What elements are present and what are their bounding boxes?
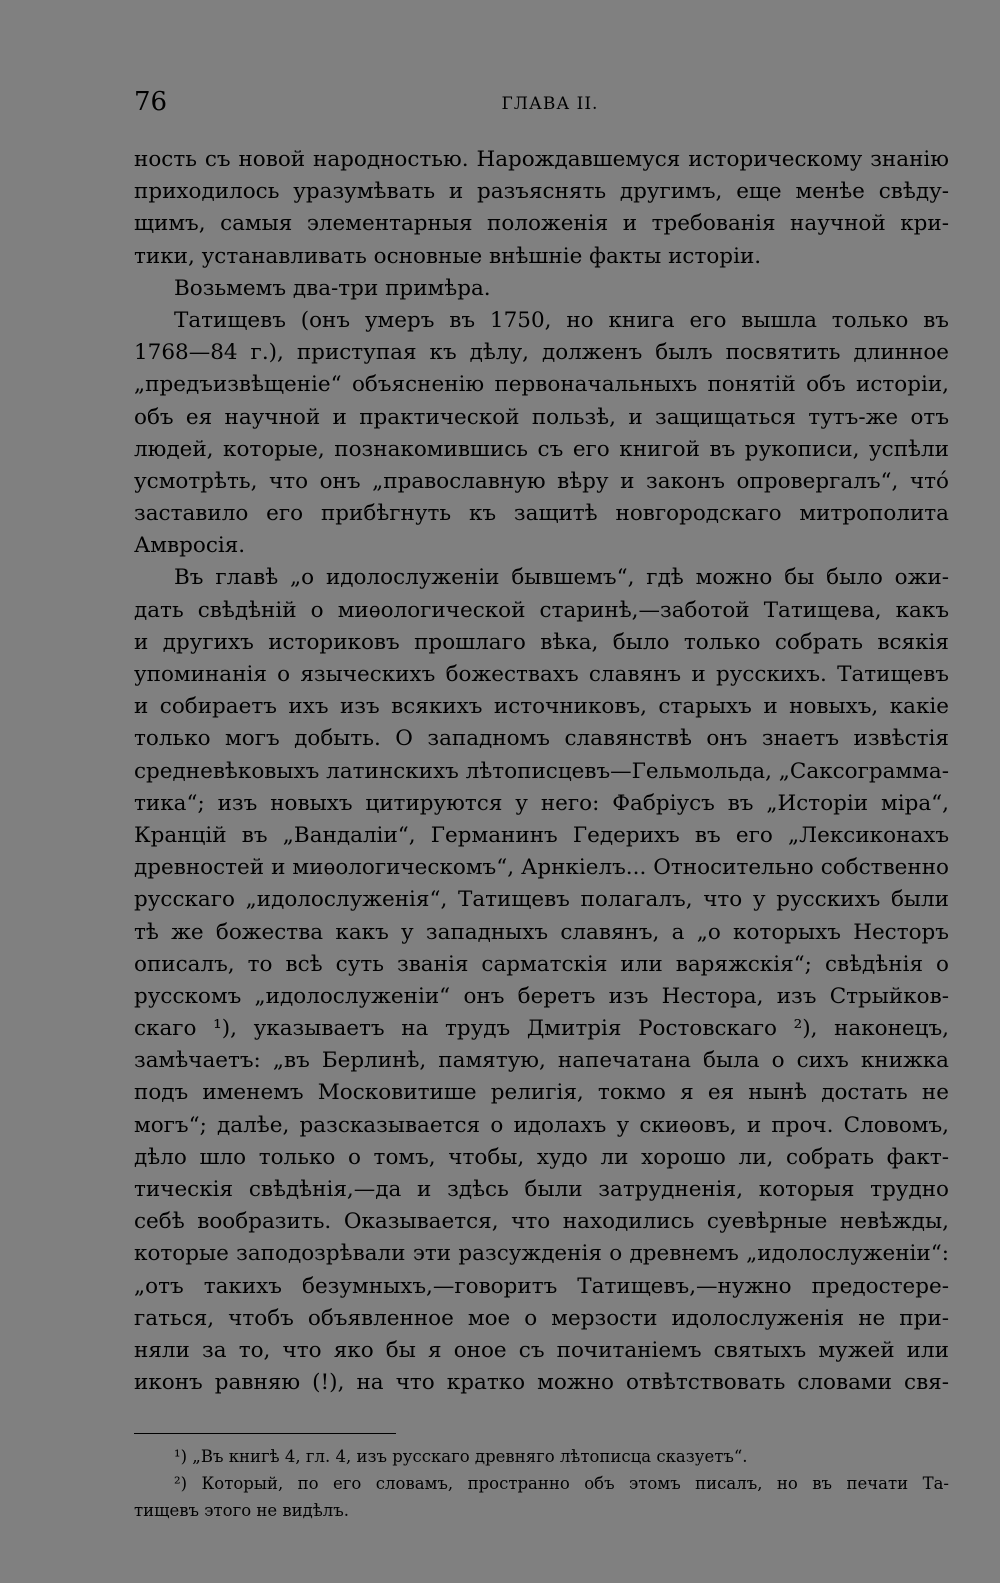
text-line: средневѣковыхъ латинскихъ лѣтописцевъ—Гельмольда, „Саксограмма-	[134, 758, 949, 784]
text-line: русскомъ „идолослуженіи“ онъ беретъ изъ Нестора, изъ Стрыйков-	[134, 983, 949, 1009]
text-line: русскаго „идолослуженія“, Татищевъ полагалъ, что у русскихъ были	[134, 887, 949, 913]
text-line: Татищевъ (онъ умеръ въ 1750, но книга его вышла только въ	[174, 307, 949, 333]
footnote-2: ²) Который, по его словамъ, пространно объ этомъ писалъ, но въ печати Та-	[174, 1474, 949, 1493]
footnote-divider	[134, 1433, 396, 1434]
text-line: подъ именемъ Московитише религія, токмо я ея нынѣ достать не	[134, 1080, 949, 1106]
text-line: и другихъ историковъ прошлаго вѣка, было только собрать всякія	[134, 629, 949, 655]
text-line: Амвросія.	[134, 533, 246, 559]
page-number: 76	[134, 87, 168, 117]
text-line: и собираетъ ихъ изъ всякихъ источниковъ, старыхъ и новыхъ, какіе	[134, 694, 949, 720]
text-line: себѣ вообразить. Оказывается, что находились суевѣрные невѣжды,	[134, 1209, 949, 1235]
text-line: няли за то, что яко бы я оное съ почитаніемъ святыхъ мужей или	[134, 1337, 949, 1363]
text-line: щимъ, самыя элементарныя положенія и требованія научной кри-	[134, 211, 949, 237]
text-line: дать свѣдѣній о миѳологической старинѣ,—заботой Татищева, какъ	[134, 597, 949, 623]
text-line: объ ея научной и практической пользѣ, и защищаться тутъ-же отъ	[134, 404, 949, 430]
text-line: усмотрѣть, что онъ „православную вѣру и законъ опровергалъ“, что́	[134, 468, 949, 494]
text-line: заставило его прибѣгнуть къ защитѣ новгородскаго митрополита	[134, 501, 949, 527]
text-line: „предъизвѣщеніе“ объясненію первоначальныхъ понятій объ исторіи,	[134, 372, 949, 398]
text-line: скаго ¹), указываетъ на трудъ Дмитрія Ростовскаго ²), наконецъ,	[134, 1016, 949, 1042]
text-line: Кранцій въ „Вандаліи“, Германинъ Гедерихъ въ его „Лексиконахъ	[134, 822, 949, 848]
text-line: только могъ добыть. О западномъ славянствѣ онъ знаетъ извѣстія	[134, 726, 949, 752]
body-text	[134, 144, 949, 1399]
text-line: замѣчаетъ: „въ Берлинѣ, памятую, напечатана была о сихъ книжка	[134, 1048, 949, 1074]
text-line: людей, которые, познакомившись съ его книгой въ рукописи, успѣли	[134, 436, 949, 462]
text-line: 1768—84 г.), приступая къ дѣлу, долженъ былъ посвятить длинное	[134, 340, 949, 366]
text-line: дѣло шло только о томъ, чтобы, худо ли хорошо ли, собрать факт-	[134, 1144, 949, 1170]
text-line: приходилось уразумѣвать и разъяснять другимъ, еще менѣе свѣду-	[134, 179, 949, 205]
text-line: могъ“; далѣе, разсказывается о идолахъ у скиѳовъ, и проч. Словомъ,	[134, 1112, 949, 1138]
footnote-2-continuation: тищевъ этого не видѣлъ.	[134, 1501, 350, 1520]
text-line: Въ главѣ „о идолослуженіи бывшемъ“, гдѣ можно бы было ожи-	[174, 565, 949, 591]
text-line: иконъ равняю (!), на что кратко можно отвѣтствовать словами свя-	[134, 1370, 949, 1396]
text-line: тики, устанавливать основные внѣшніе факты исторіи.	[134, 243, 762, 269]
text-line: тическія свѣдѣнія,—да и здѣсь были затрудненія, которыя трудно	[134, 1177, 949, 1202]
text-line: ность съ новой народностью. Нарождавшемуся историческому знанію	[134, 147, 949, 172]
running-head: ГЛАВА II.	[501, 94, 599, 114]
text-line: описалъ, то всѣ суть званія сарматскія или варяжскія“; свѣдѣнія о	[134, 951, 949, 977]
text-line: которые заподозрѣвали эти разсужденія о древнемъ „идолослуженіи“:	[134, 1241, 949, 1267]
footnotes	[134, 1443, 949, 1524]
text-line: древностей и миѳологическомъ“, Арнкіелъ... Относительно собственно	[134, 855, 949, 881]
text-line: гаться, чтобъ объявленное мое о мерзости идолослуженія не при-	[134, 1305, 949, 1331]
text-line: „отъ такихъ безумныхъ,—говоритъ Татищевъ,—нужно предостере-	[134, 1273, 949, 1299]
text-line: Возьмемъ два-три примѣра.	[174, 275, 491, 301]
text-line: тика“; изъ новыхъ цитируются у него: Фабріусъ въ „Исторіи міра“,	[134, 790, 949, 816]
text-line: тѣ же божества какъ у западныхъ славянъ, а „о которыхъ Несторъ	[134, 919, 949, 945]
footnote-1: ¹) „Въ книгѣ 4, гл. 4, изъ русскаго древняго лѣтописца сказуетъ“.	[174, 1447, 748, 1466]
text-line: упоминанія о языческихъ божествахъ славянъ и русскихъ. Татищевъ	[134, 662, 949, 687]
